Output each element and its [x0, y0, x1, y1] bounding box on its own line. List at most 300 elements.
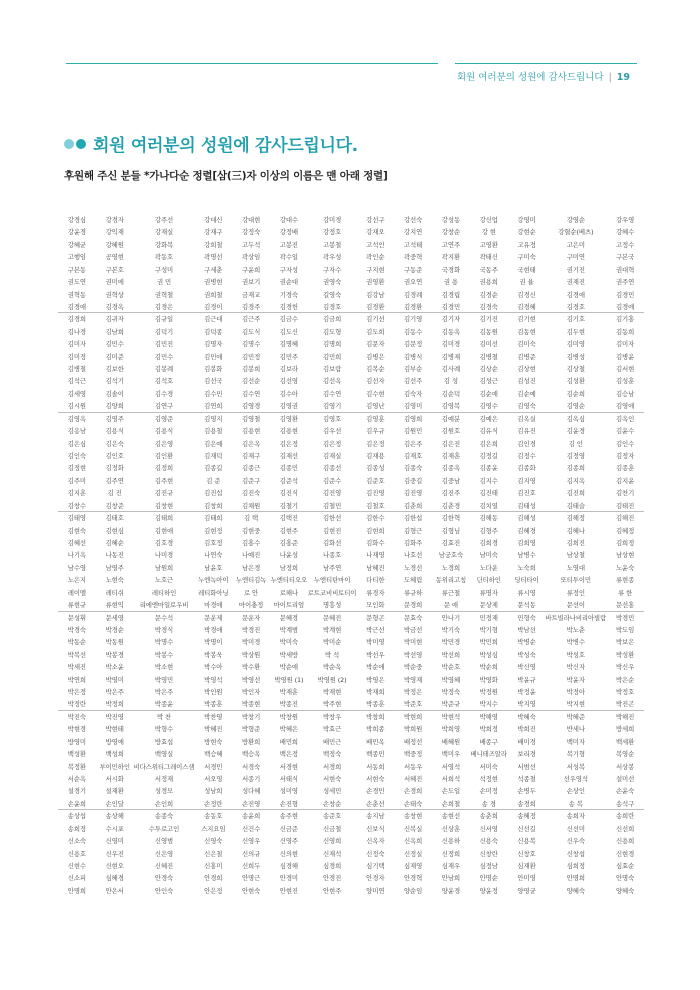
donor-name: 김민수	[154, 352, 174, 361]
donor-name: 김연희	[194, 400, 232, 412]
donor-name: 김선국	[204, 377, 223, 386]
donor-name: 설미선	[615, 774, 635, 783]
donor-name: 박현태	[105, 725, 124, 734]
donor-name: 김경희	[67, 315, 87, 324]
donor-name: 성다혜	[241, 787, 261, 796]
donor-name: 김상철	[566, 365, 585, 374]
donor-name: 국경화	[441, 265, 461, 274]
donor-name: 김성환	[566, 377, 585, 386]
donor-name: 김영호	[322, 414, 342, 423]
donor-name: 김용철	[204, 427, 223, 436]
donor-name: 박성심	[479, 650, 498, 659]
donor-name: 김인숙	[67, 452, 87, 461]
donor-name: 신금준	[279, 824, 298, 833]
donor-name: 안명근	[241, 874, 261, 883]
donor-name: 김영복	[432, 400, 470, 412]
donor-name: 박창기	[241, 712, 261, 721]
donor-name: 김주연	[105, 476, 124, 485]
donor-name: 강혜균	[67, 240, 87, 249]
donor-name: 김남희	[105, 327, 124, 336]
donor-name: 구윤희	[241, 265, 261, 274]
donor-name: 박미경	[241, 638, 261, 647]
donor-name: 신창섭	[566, 849, 585, 858]
donor-name: 배민근	[322, 737, 342, 746]
donor-name: 송지남	[366, 812, 385, 821]
donor-name: 김화수	[366, 538, 385, 547]
donor-name: 강정호	[322, 228, 342, 237]
donor-name: 신용희	[615, 837, 635, 846]
donor-name: 설재환	[105, 787, 124, 796]
donor-name: 김병성	[566, 352, 585, 361]
donor-name: 김경호	[308, 301, 357, 313]
donor-name: 박병수	[566, 638, 585, 647]
donor-name: 문상제	[470, 599, 508, 611]
donor-name: 박성숙	[517, 650, 536, 659]
donor-name: 박민희	[479, 638, 498, 647]
donor-name: 류근철	[441, 588, 461, 597]
donor-name: 김영애	[606, 400, 644, 412]
donor-name: 성남희	[204, 787, 223, 796]
donor-name: 박현석	[441, 712, 461, 721]
donor-name: 김미선	[479, 340, 498, 349]
donor-name: 박진곤	[606, 698, 644, 710]
donor-name: 곽상임	[241, 253, 261, 262]
donor-name: 김희진	[566, 538, 585, 547]
donor-name: 김희정	[615, 538, 635, 547]
donor-name: 김철기	[270, 500, 308, 512]
donor-name: 김경립	[441, 290, 461, 299]
donor-name: 김영옥	[67, 414, 87, 423]
donor-name: 김순희	[566, 389, 585, 398]
donor-name: 김정영	[566, 452, 585, 461]
donor-name: 김병철	[67, 365, 87, 374]
donor-name: 김희영	[517, 538, 536, 547]
donor-name: 김현정	[204, 526, 223, 535]
donor-name: 박보은	[615, 638, 635, 647]
donor-name-grid	[58, 214, 644, 897]
donor-name: 김도신	[279, 327, 298, 336]
bullet-dot-dark-icon	[76, 139, 86, 149]
donor-name: 또티투이민	[560, 576, 591, 585]
donor-name: 박영선	[241, 675, 261, 684]
donor-name: 김경은	[134, 301, 195, 313]
donor-name: 문수석	[154, 613, 174, 622]
donor-name: 김나경	[67, 327, 87, 336]
donor-name: 남주연	[322, 563, 342, 572]
donor-name: 김수민	[204, 389, 223, 398]
donor-name: 강희철	[204, 240, 223, 249]
donor-name: 김부순	[403, 365, 423, 374]
donor-name: 박혜숙	[517, 712, 536, 721]
donor-name: 안미영	[517, 874, 536, 883]
donor-name: 남영주	[105, 563, 124, 572]
donor-name: 김문자	[366, 340, 385, 349]
donor-name: 김한수	[366, 514, 385, 523]
donor-name: 강신업	[479, 216, 498, 224]
donor-name: 남원희	[154, 563, 174, 572]
donor-name: 서현숙	[322, 774, 342, 783]
donor-name: 손경희	[403, 787, 423, 796]
donor-name: 누엔티티오오	[270, 576, 308, 585]
donor-name: 백승옥	[241, 750, 261, 759]
donor-name: 심재우	[441, 861, 461, 870]
donor-name: 곽수일	[279, 253, 298, 262]
donor-name: 박은순	[615, 675, 635, 684]
donor-name: 김정자	[615, 452, 635, 461]
donor-name: 김민희	[322, 352, 342, 361]
donor-name: 권미애	[105, 278, 124, 287]
donor-name: 배종구	[479, 737, 498, 746]
donor-name: 강정배	[279, 228, 298, 237]
donor-name: 김병윤	[615, 352, 635, 361]
donor-name: 강재오	[366, 228, 385, 237]
donor-name: 신영숙	[204, 837, 223, 846]
donor-name: 안명순	[479, 874, 498, 883]
donor-name: 문세영	[105, 613, 124, 622]
donor-name: 선우영석	[563, 774, 588, 783]
donor-name: 김금희	[322, 315, 342, 324]
donor-name: 권순대	[279, 278, 298, 287]
donor-name: 김수연	[241, 389, 261, 398]
donor-name: 김진희	[566, 489, 585, 498]
donor-name: 권오연	[403, 278, 423, 287]
donor-name: 누엔티김녹	[235, 576, 267, 585]
donor-name: 김인경	[517, 439, 536, 448]
donor-name: 고연주	[441, 240, 461, 249]
donor-name: 곽인순	[366, 253, 385, 262]
donor-name: 민형숙	[517, 613, 536, 622]
donor-name: 신소숙	[67, 837, 87, 846]
donor-name: 김주미	[67, 476, 87, 485]
donor-name: 박재희	[366, 688, 385, 697]
donor-name: 문운자	[241, 613, 261, 622]
donor-name: 리에엔마일로우비	[134, 599, 195, 611]
donor-name: 김지윤	[615, 476, 635, 485]
donor-name: 김덕기	[154, 327, 174, 336]
donor-name: 김창준	[96, 500, 134, 512]
donor-name: 신정숙	[366, 849, 385, 858]
donor-name: 박기형	[479, 625, 498, 634]
donor-name: 마이트리엄	[270, 599, 308, 611]
donor-name: 서현숙	[366, 774, 385, 783]
donor-name: 김기자	[441, 315, 461, 324]
donor-name: 김혜경	[517, 526, 536, 535]
donor-name: 송상해	[105, 812, 124, 821]
donor-name: 박상원	[241, 650, 261, 659]
donor-name: 권보기	[241, 278, 261, 287]
donor-name: 강주선	[154, 216, 174, 224]
donor-name: 김주현	[154, 476, 174, 485]
donor-name: 박준호	[394, 698, 432, 710]
donor-name: 박순호	[441, 663, 461, 672]
donor-name: 딩티타이	[514, 576, 539, 585]
donor-name: 김사례	[441, 365, 461, 374]
donor-name: 김수연	[322, 389, 342, 398]
donor-name: 나동진	[105, 551, 124, 560]
donor-name: 박지영	[508, 698, 546, 710]
donor-name: 김문정	[403, 340, 423, 349]
donor-name: 송종숙	[154, 812, 174, 821]
donor-name: 박신우	[615, 663, 635, 672]
donor-name: 박재훈	[279, 688, 298, 697]
donor-name: 김우선	[322, 427, 342, 436]
donor-name: 김진주	[441, 489, 461, 498]
donor-name: 구자수	[322, 265, 342, 274]
donor-name: 김민수	[105, 340, 124, 349]
donor-name: 양영균	[517, 886, 536, 895]
donor-name: 곽동호	[154, 253, 174, 262]
donor-name: 안현주	[322, 886, 342, 895]
donor-name: 김성근	[479, 377, 498, 386]
donor-name: 심효순	[615, 861, 635, 870]
donor-name: 송창현	[403, 812, 423, 821]
donor-name: 김석호	[154, 377, 174, 386]
donor-name: 김호경	[154, 538, 174, 547]
donor-name: 김재호	[403, 452, 423, 461]
donor-name: 김택진	[279, 514, 298, 523]
donor-name: 신우진	[105, 849, 124, 858]
donor-name: 강혜원	[105, 240, 124, 249]
donor-name: 레티쉬	[105, 588, 124, 597]
donor-name: 김예은	[479, 414, 498, 423]
donor-name: 김호정	[204, 538, 223, 547]
donor-name: 박창우	[322, 712, 342, 721]
donor-name: 김인환	[154, 452, 174, 461]
donor-name: 신정희	[441, 849, 461, 858]
donor-name: 문성휘	[67, 613, 87, 622]
donor-name: 박효근	[322, 725, 342, 734]
header-rule-right	[455, 63, 637, 64]
donor-name: 박종진	[270, 698, 308, 710]
donor-name: 박혜은	[279, 725, 298, 734]
donor-name: 김진식	[279, 489, 298, 498]
donor-name: 서시화	[105, 774, 124, 783]
donor-name: 국동주	[479, 265, 498, 274]
donor-name: 고정수	[615, 240, 635, 249]
donor-name: 김명혜	[279, 340, 298, 349]
donor-name: 김경옥	[96, 301, 134, 313]
donor-name: 배정선	[403, 737, 423, 746]
donor-name: 박동원	[105, 638, 124, 647]
donor-name: 김윤경	[566, 427, 585, 436]
donor-name: 김경호	[545, 301, 606, 313]
donor-name: 권주연	[615, 278, 635, 287]
donor-name: 고봉철	[322, 240, 342, 249]
donor-name: 박주현	[308, 698, 357, 710]
donor-name: 나미경	[154, 551, 174, 560]
donor-name: 노다운	[479, 563, 498, 572]
donor-name: 국현태	[517, 265, 536, 274]
donor-name: 김강남	[366, 290, 385, 299]
donor-name: 김재용	[366, 452, 385, 461]
donor-name: 신선희	[615, 824, 635, 833]
donor-name: 김경애	[606, 301, 644, 313]
donor-name: 박근선	[366, 625, 385, 634]
donor-name: 구본국	[615, 253, 635, 262]
donor-name: 신서영	[479, 824, 498, 833]
donor-name: 김미자	[615, 340, 635, 349]
donor-name: 송혜정	[517, 812, 536, 821]
donor-name: 김재선	[279, 452, 298, 461]
donor-name: 김홍수	[241, 538, 261, 547]
donor-name: 김영기	[308, 400, 357, 412]
donor-name: 김경애	[58, 301, 96, 313]
donor-name: 박희원	[403, 725, 423, 734]
donor-name: 김은진	[441, 439, 461, 448]
donor-name: 김화선	[322, 538, 342, 547]
donor-name: 강영미	[517, 216, 536, 224]
donor-name: 배민희	[279, 737, 298, 746]
donor-name: 김봉화	[204, 365, 223, 374]
donor-name: 김정화	[105, 464, 124, 473]
donor-name: 동위리고칭	[435, 576, 467, 585]
donor-name: 방효섭	[154, 737, 174, 746]
donor-name: 김종길	[204, 464, 223, 473]
donor-name: 김경애	[566, 290, 585, 299]
donor-name: 류현익	[96, 599, 134, 611]
donor-name: 김태성	[508, 500, 546, 512]
donor-name: 김승남	[615, 389, 635, 398]
donor-name: 고은미	[566, 240, 585, 249]
donor-name: 손윤희	[58, 798, 96, 810]
donor-name: 박영은	[366, 675, 385, 684]
donor-name: 복정환	[67, 762, 87, 771]
donor-name: 강우영	[615, 216, 635, 224]
donor-name: 문효숙	[403, 613, 423, 622]
donor-name: 서희석	[441, 774, 461, 783]
donor-name: 민정재	[479, 613, 498, 622]
donor-name: 김세영	[67, 389, 87, 398]
donor-name: 박계현	[322, 625, 342, 634]
donor-name: 김현희	[366, 526, 385, 535]
donor-name: 김창희	[194, 500, 232, 512]
donor-name: 김 준	[206, 476, 221, 485]
donor-name: 박은정	[67, 688, 87, 697]
donor-name: 누엔티탄마이	[313, 576, 351, 585]
bullet-dot-light-icon	[64, 139, 74, 149]
donor-name: 김보라	[279, 365, 298, 374]
donor-name: 레티하인	[151, 588, 177, 597]
donor-name: 강영순	[566, 216, 585, 224]
donor-name: 송춘희	[479, 812, 498, 821]
donor-name: 노영대	[566, 563, 585, 572]
donor-name: 신선길	[517, 824, 536, 833]
donor-name: 남병수	[517, 551, 536, 560]
donor-name: 고봉진	[279, 240, 298, 249]
donor-name: 문운제	[204, 613, 223, 622]
donor-name: 구미숙	[517, 253, 536, 262]
donor-name: 김영환	[279, 414, 298, 423]
donor-name: 심희정	[566, 861, 585, 870]
donor-name: 김수현	[366, 389, 385, 398]
donor-name: 박창희	[366, 712, 385, 721]
donor-name: 박현희	[403, 712, 423, 721]
donor-name: 송경희	[508, 798, 546, 810]
donor-name: 김용현	[241, 427, 261, 436]
donor-name: 김미숙	[517, 340, 536, 349]
donor-name: 남정희	[279, 563, 298, 572]
donor-name: 강혜수	[615, 228, 635, 237]
donor-name: 백종민	[366, 750, 385, 759]
donor-name: 손춘선	[356, 798, 394, 810]
donor-name: 안경숙	[154, 874, 174, 883]
donor-name: 김시원	[58, 400, 96, 412]
donor-name: 서오영	[204, 774, 223, 783]
donor-name: 심혜경	[105, 874, 124, 883]
donor-name: 손병두	[517, 787, 536, 796]
donor-name: 박영화	[479, 675, 498, 684]
donor-name: 김홍준	[279, 538, 298, 547]
donor-name: 박지수	[470, 698, 508, 710]
donor-name: 김근주	[241, 315, 261, 324]
donor-name: 박희진	[517, 725, 536, 734]
donor-name: 박노춘	[566, 625, 585, 634]
donor-name: 김종윤	[479, 464, 498, 473]
donor-name: 로트코비비토티이	[307, 588, 357, 597]
donor-name: 김현주	[279, 526, 298, 535]
donor-name: 김지훈	[67, 489, 87, 498]
donor-name: 곽명선	[204, 253, 223, 262]
donor-name: 김영난	[356, 400, 394, 412]
donor-name: 송현선	[441, 812, 461, 821]
donor-name: 박미순	[322, 638, 342, 647]
donor-name: 구미연	[566, 253, 585, 262]
donor-name: 김영경	[232, 400, 270, 412]
running-header	[457, 69, 630, 83]
donor-name: 김경혜	[508, 301, 546, 313]
donor-name: 심기택	[366, 861, 385, 870]
donor-name: 김은예	[204, 439, 223, 448]
donor-name: 박경식	[154, 625, 174, 634]
donor-name: 김재덕	[204, 452, 223, 461]
donor-name: 손희철	[432, 798, 470, 810]
donor-name: 김선옥	[322, 377, 342, 386]
donor-name: 박경애	[204, 625, 223, 634]
donor-name: 부이민하인	[99, 762, 130, 771]
donor-name: 남은경	[241, 563, 261, 572]
donor-name: 김경민	[615, 290, 635, 299]
donor-name: 박순옥	[322, 663, 342, 672]
donor-name: 박명이	[204, 638, 223, 647]
donor-name: 김영순	[545, 400, 606, 412]
donor-name: 강지연	[403, 228, 423, 237]
donor-name: 김중남	[441, 476, 461, 485]
donor-name: 김경순	[479, 290, 498, 299]
donor-name: 박경민	[615, 613, 635, 622]
donor-name: 박영재	[403, 675, 423, 684]
donor-name: 송준호	[322, 812, 342, 821]
donor-name: 김우규	[366, 427, 385, 436]
donor-name: 박정란	[58, 698, 96, 710]
donor-name: 김종희	[566, 464, 585, 473]
donor-list-subtitle: 후원해 주신 분들 *가나다순 정렬[삼(三)자 이상의 이름은 맨 아래 정렬]	[64, 170, 388, 182]
donor-name: 송석구	[606, 798, 644, 810]
donor-name: 백미우	[441, 750, 461, 759]
donor-name: 방영애	[105, 737, 124, 746]
donor-name: 박영민	[154, 675, 174, 684]
donor-name: 박정희	[96, 698, 134, 710]
donor-name: 박형수	[154, 725, 174, 734]
donor-name: 김은희	[479, 439, 498, 448]
donor-name: 신은철	[204, 849, 223, 858]
donor-name: 고석태	[403, 240, 423, 249]
donor-name: 박민경	[441, 638, 461, 647]
donor-name: 김종근	[241, 464, 261, 473]
donor-name: 손상인	[566, 787, 585, 796]
donor-name: 류경자	[366, 588, 385, 597]
donor-name: 송윤희	[241, 812, 261, 821]
donor-name: 신창란	[479, 849, 498, 858]
